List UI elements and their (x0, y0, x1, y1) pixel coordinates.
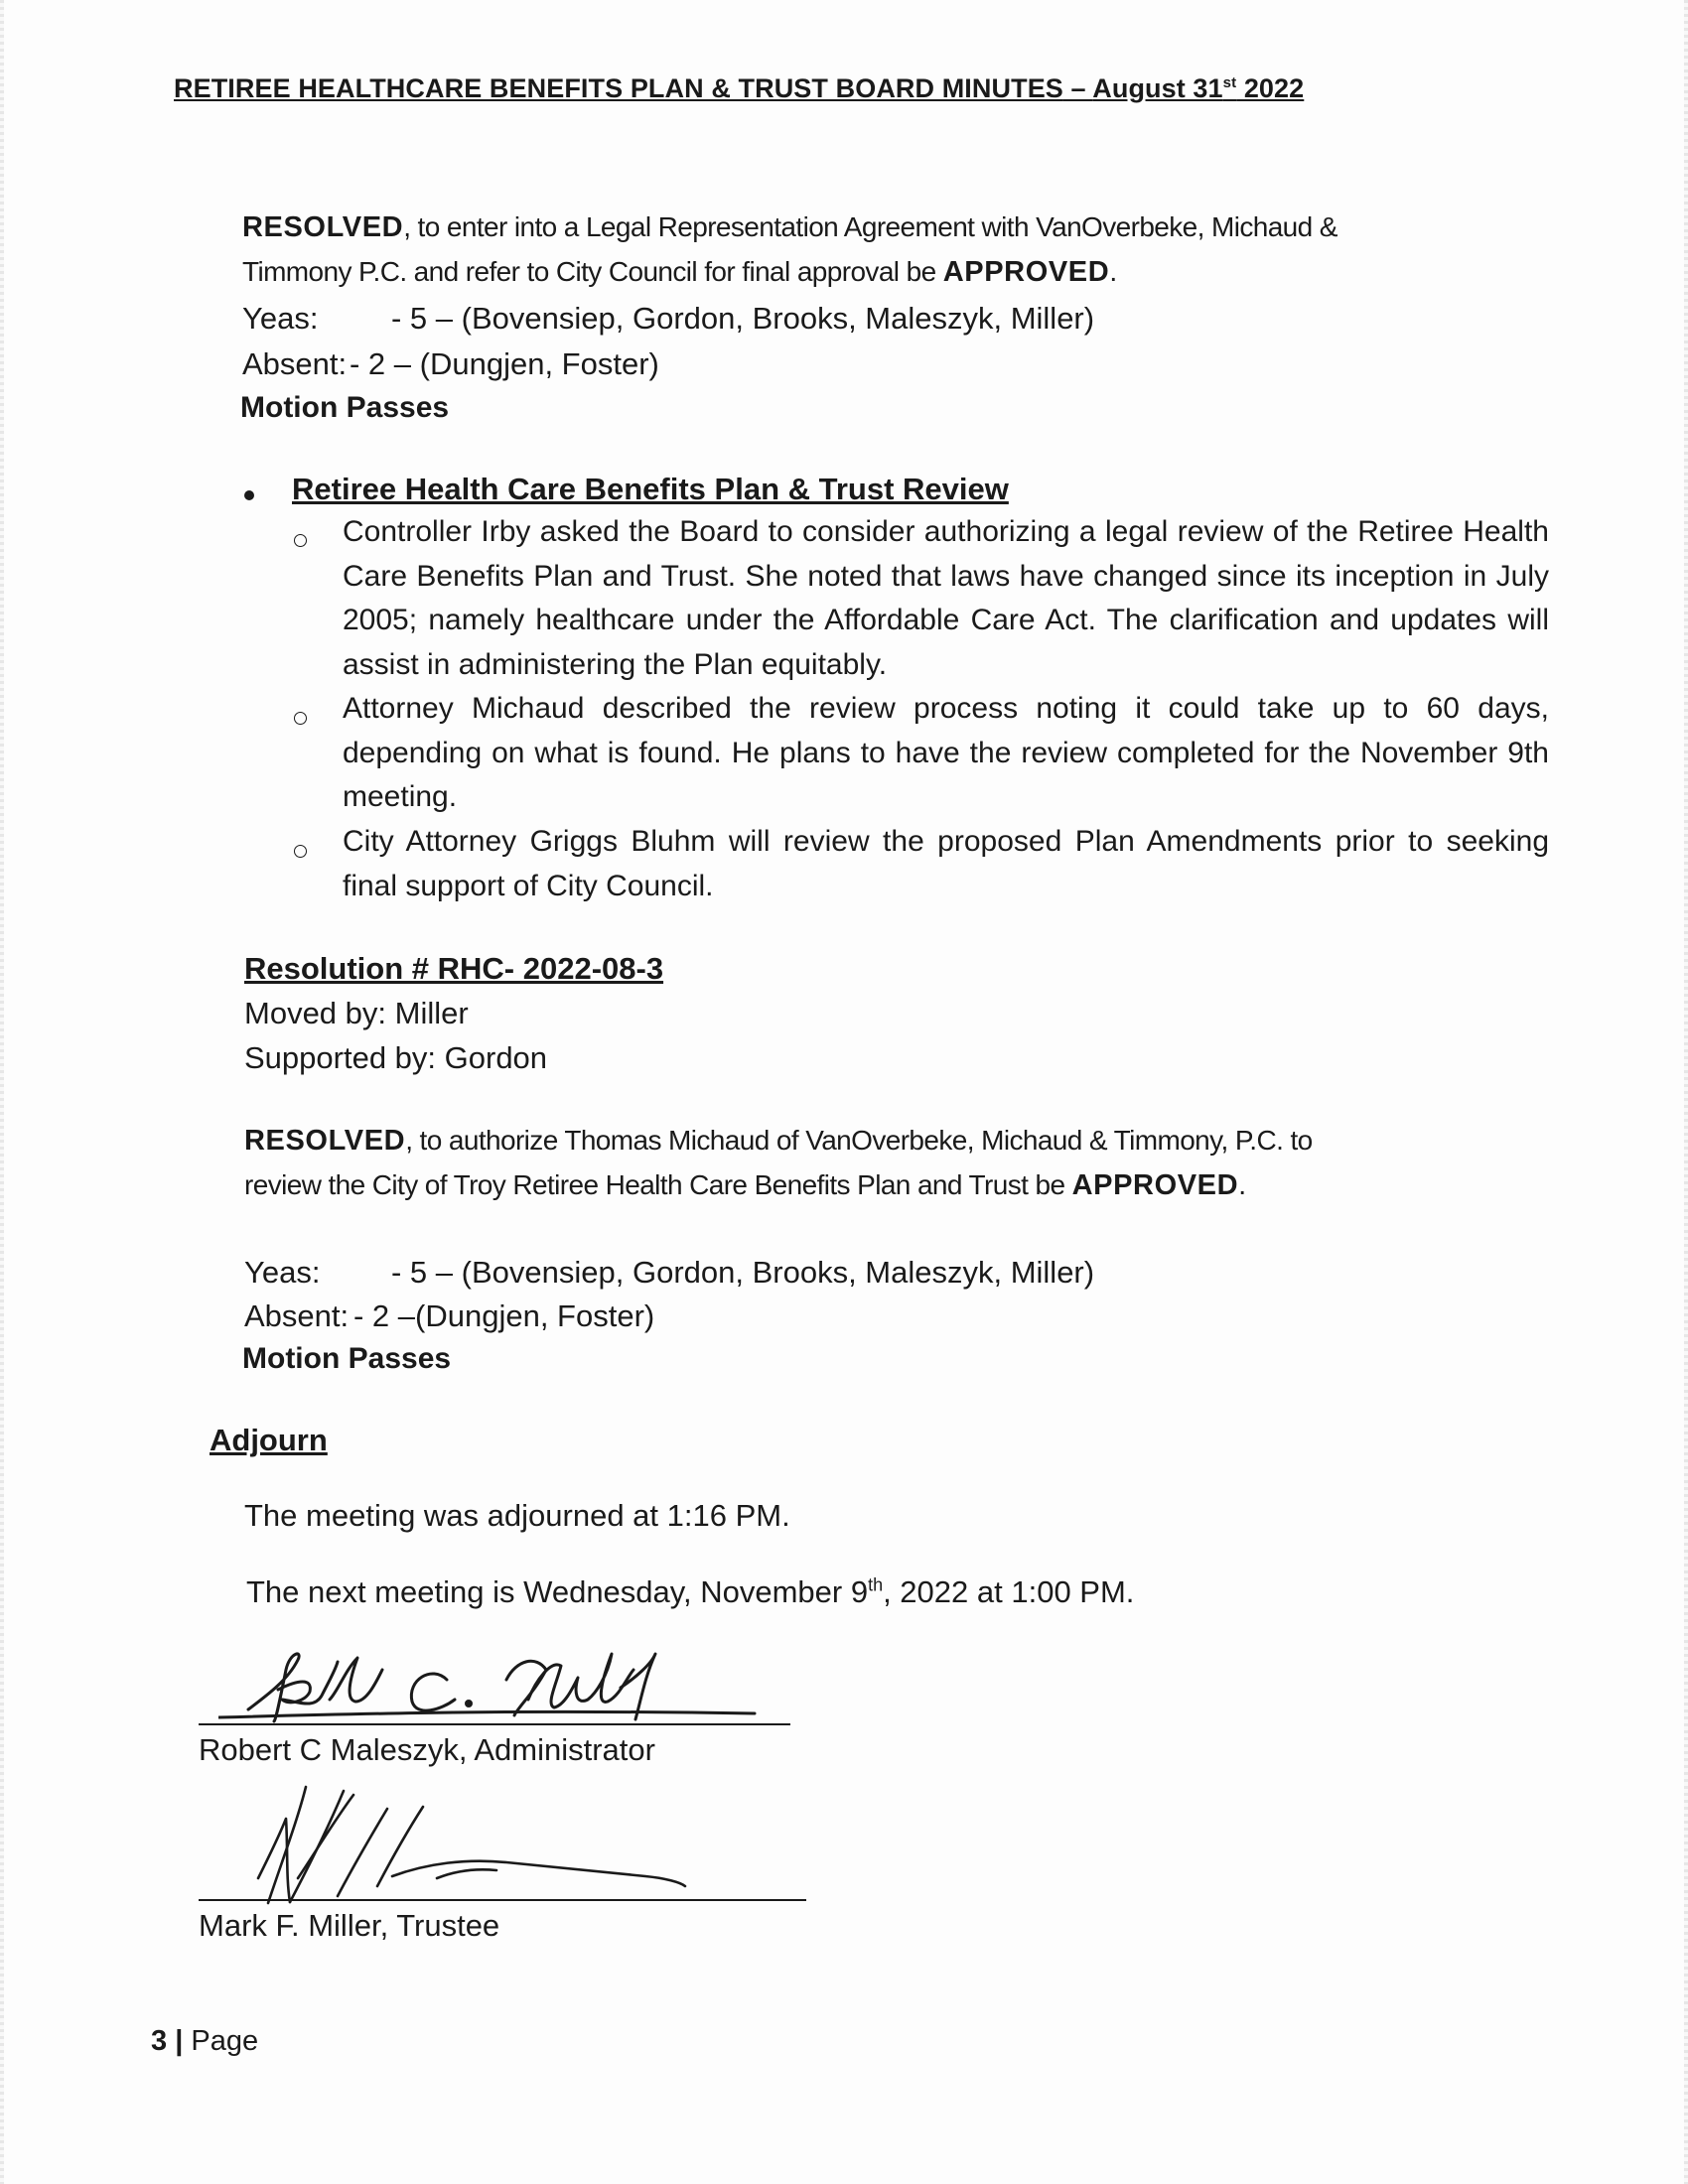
scan-edge-right (1684, 0, 1688, 2184)
resolution-two-line-1 (244, 1118, 1313, 1163)
page-label: Page (191, 2025, 259, 2057)
resolution-two-period: . (1238, 1169, 1247, 1201)
signature-line (199, 1899, 806, 1901)
resolution-one-line-1 (242, 205, 1337, 250)
resolution-one-line-2 (242, 249, 1117, 295)
resolved-keyword: RESOLVED (242, 211, 404, 243)
resolution-two-yeas (244, 1250, 1094, 1295)
resolution-one-yeas (242, 296, 1094, 341)
next-meeting-ordinal: th (868, 1574, 884, 1595)
review-item-3: City Attorney Griggs Bluhm will review the proposed Plan Amendments prior to seeking final support of City Council. (343, 825, 1549, 902)
next-meeting-text: The next meeting is Wednesday, November 9 (246, 1574, 869, 1609)
absent-value: - 2 – (Dungjen, Foster) (350, 346, 659, 381)
resolution-one-line-2-text: Timmony P.C. and refer to City Council for final approval be (242, 256, 943, 287)
signatory-trustee: Mark F. Miller, Trustee (199, 1908, 500, 1943)
header-title-separator: – (1062, 73, 1093, 103)
adjourn-heading: Adjourn (210, 1423, 328, 1457)
resolved-keyword: RESOLVED (244, 1125, 406, 1157)
bullet-dot-icon (244, 490, 254, 500)
resolution-one-period: . (1109, 256, 1118, 288)
sub-bullet-icon (294, 534, 307, 547)
signature-administrator-image (218, 1640, 774, 1729)
header-date-year: 2022 (1236, 73, 1305, 103)
next-meeting-rest: , 2022 at 1:00 PM. (883, 1574, 1135, 1609)
resolution-one-motion-status: Motion Passes (240, 391, 450, 424)
absent-value: - 2 –(Dungjen, Foster) (353, 1298, 655, 1333)
scan-edge-left (0, 0, 4, 2184)
review-item-1: Controller Irby asked the Board to consider authorizing a legal review of the Retiree Health Care Benefits Plan and Trust. She noted that laws have changed since its inception in July 2005; namely healthcare under the Affordable Care Act. The clarification and updates will assist in administering the Plan equitably. (343, 515, 1549, 681)
sub-bullet-icon (294, 712, 307, 725)
yeas-label: Yeas: (244, 1255, 321, 1290)
signature-trustee-image (228, 1779, 705, 1908)
resolution-two-motion-status: Motion Passes (242, 1342, 452, 1375)
resolution-number-heading: Resolution # RHC- 2022-08-3 (244, 951, 664, 986)
yeas-label: Yeas: (242, 301, 319, 336)
approved-keyword: APPROVED (942, 256, 1110, 288)
moved-by: Moved by: Miller (244, 996, 469, 1030)
resolution-one-line-1-text: , to enter into a Legal Representation Agreement with VanOverbeke, Michaud & (403, 211, 1337, 242)
signature-line (199, 1723, 790, 1725)
absent-label: Absent: (244, 1298, 350, 1333)
yeas-value: - 5 – (Bovensiep, Gordon, Brooks, Maleszyk, Miller) (391, 301, 1095, 336)
absent-label: Absent: (242, 346, 348, 381)
header-date: August 31 (1092, 73, 1223, 103)
supported-by: Supported by: Gordon (244, 1040, 548, 1075)
signatory-administrator: Robert C Maleszyk, Administrator (199, 1732, 655, 1767)
yeas-value: - 5 – (Bovensiep, Gordon, Brooks, Maleszyk, Miller) (391, 1255, 1095, 1290)
next-meeting (246, 1574, 1134, 1610)
header-date-ordinal: st (1222, 74, 1237, 91)
section-heading-plan-review: Retiree Health Care Benefits Plan & Trust Review (292, 472, 1009, 506)
adjourned-time: The meeting was adjourned at 1:16 PM. (244, 1498, 790, 1533)
document-header-title (174, 73, 1304, 104)
sub-bullet-icon (294, 845, 307, 858)
resolution-two-line-1-text: , to authorize Thomas Michaud of VanOverbeke, Michaud & Timmony, P.C. to (405, 1125, 1313, 1156)
resolution-one-absent (242, 341, 659, 386)
resolution-two-line-2-text: review the City of Troy Retiree Health Care Benefits Plan and Trust be (244, 1169, 1072, 1200)
page-separator: | (167, 2025, 192, 2057)
review-item-2: Attorney Michaud described the review process noting it could take up to 60 days, depending on what is found. He plans to have the review completed for the November 9th meeting. (343, 692, 1549, 813)
resolution-two-absent (244, 1294, 654, 1338)
page-number: 3 (151, 2025, 168, 2057)
header-title-text: RETIREE HEALTHCARE BENEFITS PLAN & TRUST BOARD MINUTES (174, 73, 1063, 103)
approved-keyword: APPROVED (1071, 1169, 1239, 1201)
resolution-two-line-2 (244, 1162, 1246, 1208)
page-footer (151, 2025, 258, 2058)
